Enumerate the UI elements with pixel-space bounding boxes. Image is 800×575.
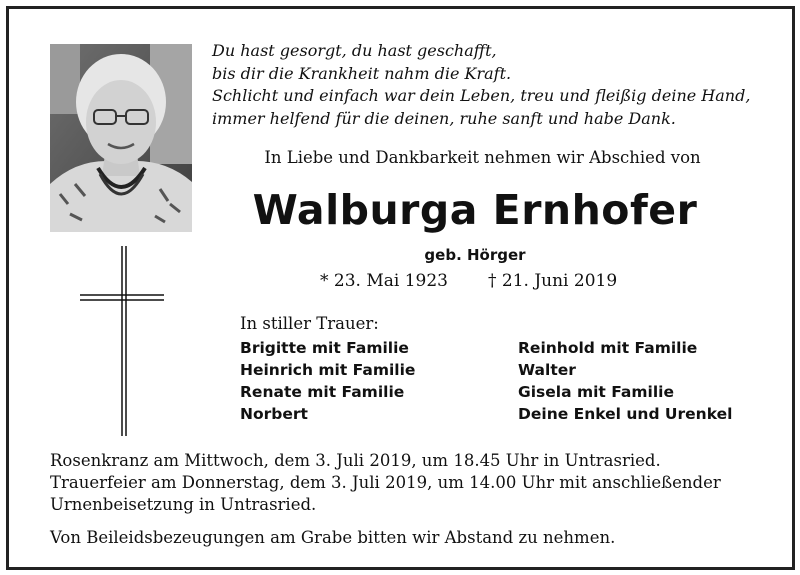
poem-line: Schlicht und einfach war dein Leben, treu und fleißig deine Hand, <box>212 86 751 105</box>
service-line: Rosenkranz am Mittwoch, dem 3. Juli 2019, um 18.45 Uhr in Untrasried. <box>50 451 661 470</box>
birth-name: geb. Hörger <box>424 246 526 264</box>
mourner-entry: Norbert <box>240 405 308 423</box>
poem-line: immer helfend für die deinen, ruhe sanft und habe Dank. <box>212 108 676 128</box>
poem-line: bis dir die Krankheit nahm die Kraft. <box>212 63 512 83</box>
condolence-note: Von Beileidsbezeugungen am Grabe bitten wir Abstand zu nehmen. <box>50 528 616 547</box>
mourner-entry: Heinrich mit Familie <box>240 361 416 379</box>
birth-date: * 23. Mai 1923 <box>320 271 448 291</box>
mourner-entry: Walter <box>518 361 576 379</box>
cross-icon <box>78 246 168 436</box>
mourner-entry: Renate mit Familie <box>240 383 405 401</box>
mourner-entry: Gisela mit Familie <box>518 383 674 401</box>
poem-line: Du hast gesorgt, du hast geschafft, <box>212 41 497 60</box>
deceased-name: Walburga Ernhofer <box>252 186 698 234</box>
poem <box>212 40 772 130</box>
service-details <box>50 450 770 549</box>
mourning-label: In stiller Trauer: <box>240 314 379 333</box>
farewell-intro: In Liebe und Dankbarkeit nehmen wir Abschied von <box>264 148 701 167</box>
life-dates <box>320 271 617 291</box>
service-line: Trauerfeier am Donnerstag, dem 3. Juli 2019, um 14.00 Uhr mit anschließender <box>50 473 721 492</box>
mourner-entry: Reinhold mit Familie <box>518 339 698 357</box>
mourner-entry: Brigitte mit Familie <box>240 339 409 357</box>
death-date: † 21. Juni 2019 <box>488 271 618 291</box>
mourner-entry: Deine Enkel und Urenkel <box>518 405 733 423</box>
mourners-column-2 <box>518 337 732 425</box>
mourners-column-1 <box>240 337 415 425</box>
service-line: Urnenbeisetzung in Untrasried. <box>50 495 317 514</box>
